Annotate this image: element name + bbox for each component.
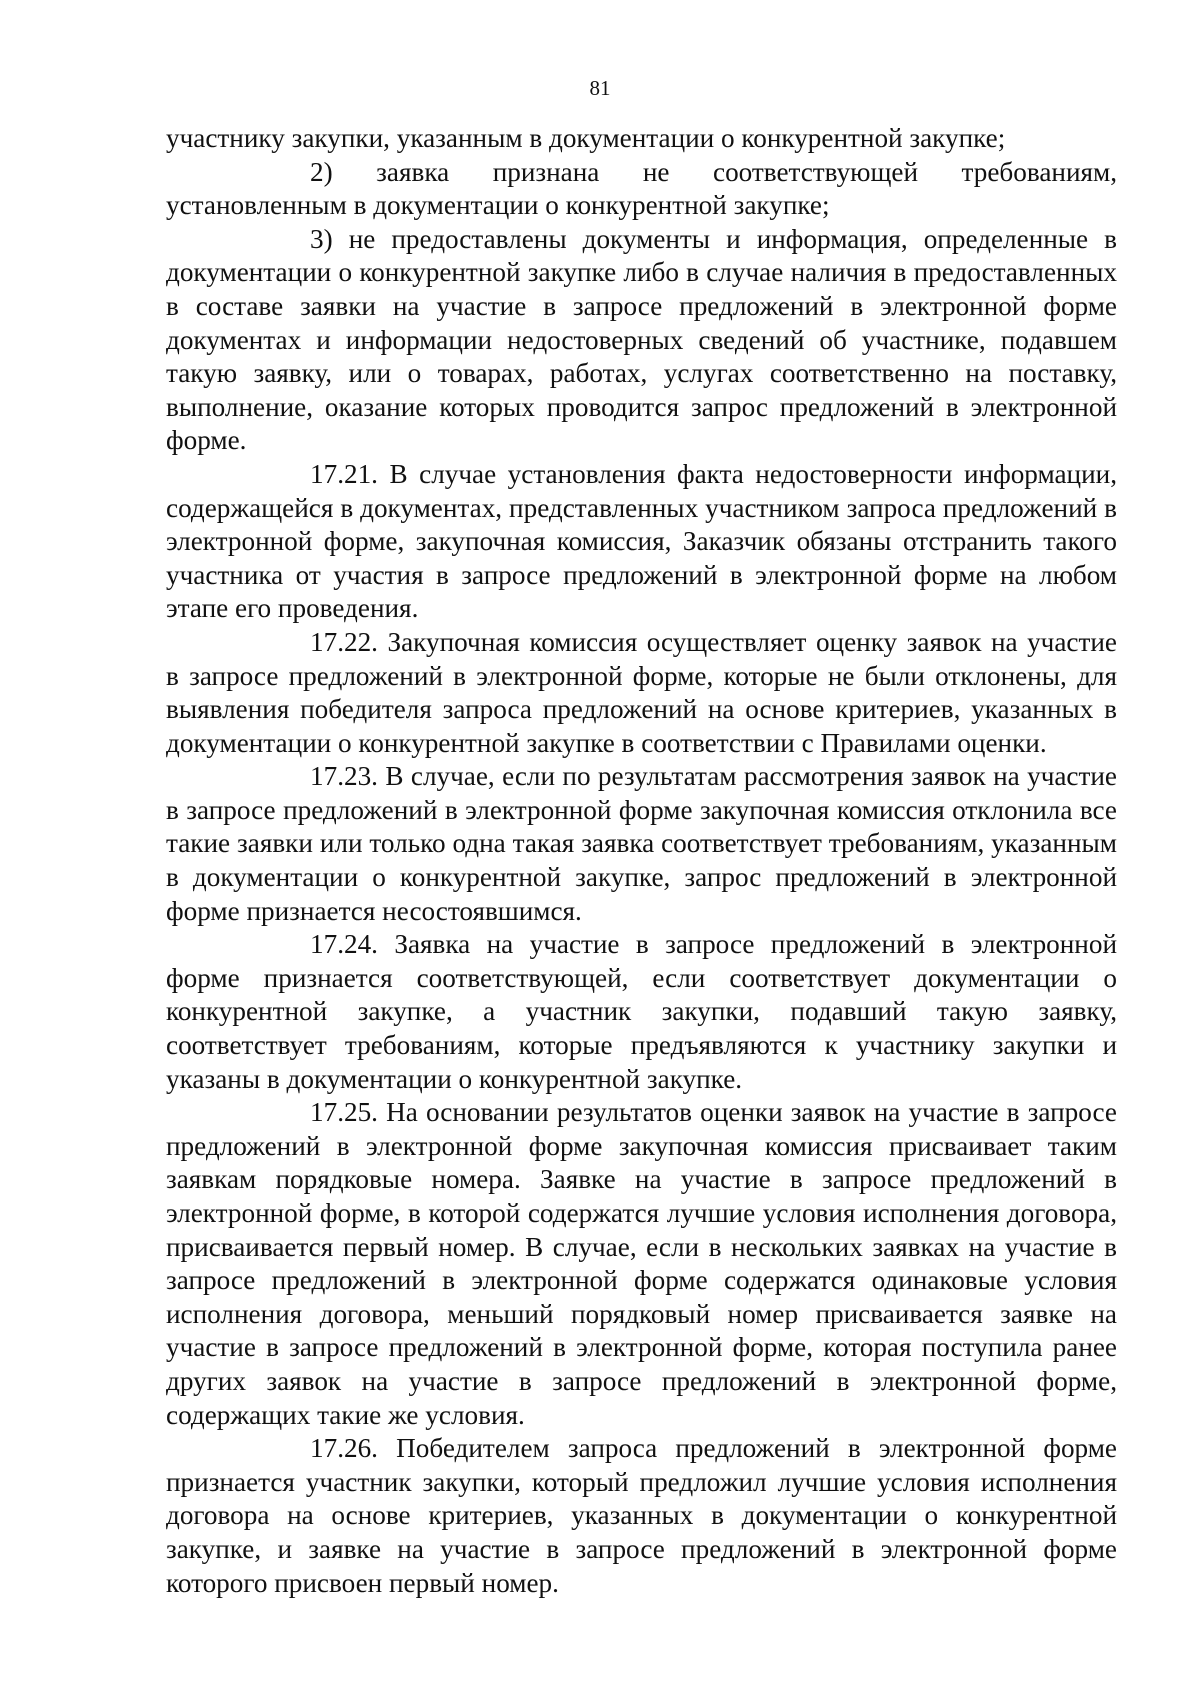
clause-number: 17.25. bbox=[310, 1097, 378, 1128]
paragraph-text: Закупочная комиссия осуществляет оценку заявок на участие в запросе предложений в электронной форме, которые не были отклонены, для выявления победителя запроса предложений на основе критериев, указанных в документации о конкурентной закупке в соответствии с Правилами оценки. bbox=[166, 626, 1117, 758]
clause-17-21 bbox=[166, 458, 1117, 626]
clause-17-23 bbox=[166, 760, 1117, 928]
paragraph-text: В случае, если по результатам рассмотрения заявок на участие в запросе предложений в электронной форме закупочная комиссия отклонила все такие заявки или только одна такая заявка соответствует требованиям, указанным в документации о конкурентной закупке, запрос предложений в электронной форме признается несостоявшимся. bbox=[166, 761, 1117, 926]
clause-17-26 bbox=[166, 1432, 1117, 1600]
paragraph-text: заявка признана не соответствующей требованиям, установленным в документации о конкурентной закупке; bbox=[166, 156, 1118, 221]
clause-17-25 bbox=[166, 1096, 1117, 1432]
item-number: 2) bbox=[310, 156, 333, 187]
paragraph-continuation bbox=[166, 122, 1117, 156]
list-item-2 bbox=[166, 156, 1117, 223]
paragraph-text: не предоставлены документы и информация, определенные в документации о конкурентной закупке либо в случае наличия в предоставленных в составе заявки на участие в запросе предложений в электронной форме документах и информации недостоверных сведений об участнике, подавшем такую заявку, или о товарах, работах, услугах соответственно на поставку, выполнение, оказание которых проводится запрос предложений в электронной форме. bbox=[166, 223, 1117, 456]
clause-number: 17.24. bbox=[310, 929, 378, 960]
clause-number: 17.23. bbox=[310, 761, 378, 792]
paragraph-text: Заявка на участие в запросе предложений в электронной форме признается соответствующей, если соответствует документации о конкурентной закупке, а участник закупки, подавший такую заявку, соответствует требованиям, которые предъявляются к участнику закупки и указаны в документации о конкурентной закупке. bbox=[166, 929, 1117, 1094]
clause-number: 17.21. bbox=[310, 458, 378, 489]
list-item-3 bbox=[166, 223, 1117, 458]
paragraph-text: В случае установления факта недостоверности информации, содержащейся в документах, представленных участником запроса предложений в электронной форме, закупочная комиссия, Заказчик обязаны отстранить такого участника от участия в запросе предложений в электронной форме на любом этапе его проведения. bbox=[166, 458, 1118, 624]
clause-17-22 bbox=[166, 626, 1117, 760]
paragraph-text: На основании результатов оценки заявок на участие в запросе предложений в электронной форме закупочная комиссия присваивает таким заявкам порядковые номера. Заявке на участие в запросе предложений в электронной форме, в которой содержатся лучшие условия исполнения договора, присваивается первый номер. В случае, если в нескольких заявках на участие в запросе предложений в электронной форме содержатся одинаковые условия исполнения договора, меньший порядковый номер присваивается заявке на участие в запросе предложений в электронной форме, которая поступила ранее других заявок на участие в запросе предложений в электронной форме, содержащих такие же условия. bbox=[166, 1097, 1117, 1430]
paragraph-text: Победителем запроса предложений в электронной форме признается участник закупки, который предложил лучшие условия исполнения договора на основе критериев, указанных в документации о конкурентной закупке, и заявке на участие в запросе предложений в электронной форме которого присвоен первый номер. bbox=[166, 1433, 1117, 1598]
paragraph-text: участнику закупки, указанным в документации о конкурентной закупке; bbox=[166, 123, 1006, 153]
clause-number: 17.26. bbox=[310, 1433, 378, 1464]
clause-17-24 bbox=[166, 928, 1117, 1096]
clause-number: 17.22. bbox=[310, 626, 378, 657]
document-body bbox=[166, 122, 1117, 1600]
item-number: 3) bbox=[310, 223, 333, 254]
page-number: 81 bbox=[589, 76, 611, 100]
